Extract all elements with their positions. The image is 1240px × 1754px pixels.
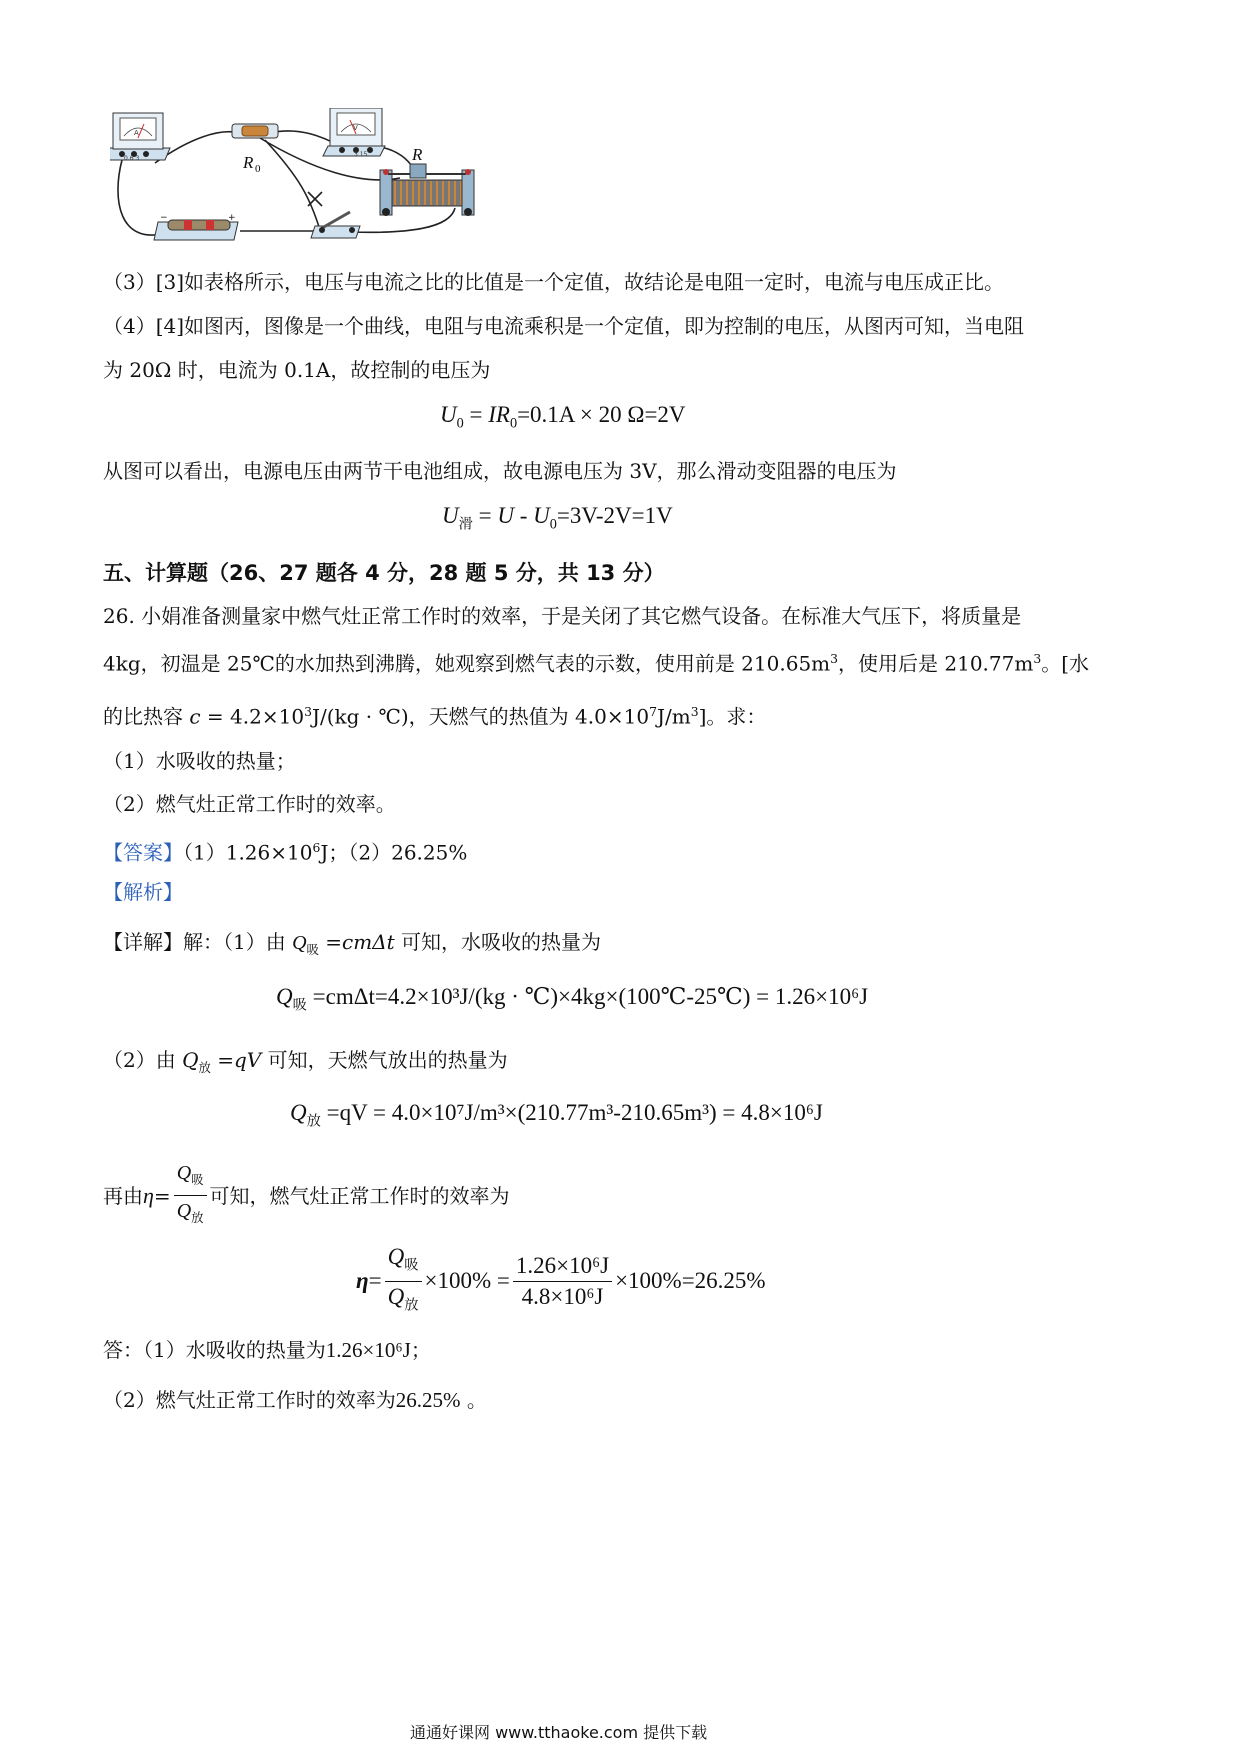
detail-line: 【详解】解：（1）由 $Q_吸 =cm\Delta t$ 可知，水吸收的热量为	[103, 930, 602, 957]
label-r0: R	[243, 153, 254, 172]
svg-text:+: +	[228, 213, 236, 223]
analysis-tag: 【解析】	[103, 880, 183, 904]
page-footer: 通通好课网 www.tthaoke.com 提供下载	[410, 1723, 708, 1742]
question-26-line-3: 的比热容 $c = 4.2\times 10^3J/(kg$ · ℃)，天燃气的热值为 $4.0\times 10^7J/m^3$]。求：	[103, 704, 767, 729]
battery	[154, 213, 238, 240]
final-answer-1: 答：（1）水吸收的热量为1.26×10⁶J；	[103, 1338, 431, 1362]
equation-rheostat-voltage: $U_滑 = U - U_0=3V-2V=1V$	[442, 503, 673, 533]
detail-tag: 【详解】	[103, 930, 183, 954]
ammeter	[110, 113, 170, 162]
svg-text:−: −	[160, 213, 168, 223]
heat-released-line: （2）由 $Q_放 =qV$ 可知，天燃气放出的热量为	[103, 1048, 508, 1075]
svg-text:A: A	[134, 129, 139, 137]
equation-efficiency: η = $\frac{Q_吸}{Q_放}$ ×100% = $\frac{\text{1.26×10⁶J}}{\text{4.8×10⁶J}}$ ×100%=26.25%	[356, 1244, 766, 1314]
answer-line: 【答案】$(1)1.26\times 10^6J$；（2）26.25%	[103, 840, 468, 865]
question-26-sub-1: （1）水吸收的热量；	[103, 749, 296, 773]
sliding-rheostat	[380, 145, 474, 216]
label-r0-sub: 0	[255, 163, 261, 175]
final-answer-2: （2）燃气灶正常工作时的效率为26.25% 。	[103, 1388, 487, 1412]
fixed-resistor	[232, 124, 278, 175]
answer-tag: 【答案】	[103, 840, 183, 865]
question-26-line-2: 4kg，初温是 25℃的水加热到沸腾，她观察到燃气表的示数，使用前是 $210.65m^3$，使用后是 $210.77m^3$。[水	[103, 651, 1090, 676]
section-heading: 五、计算题（26、27 题各 4 分，28 题 5 分，共 13 分）	[103, 561, 665, 585]
ammeter-scale: 0.6 3	[124, 155, 140, 162]
question-26-line-1: 26. 小娟准备测量家中燃气灶正常工作时的效率，于是关闭了其它燃气设备。在标准大气压下，将质量是	[103, 604, 1022, 628]
equation-heat-absorbed: $Q_吸 =cm\Delta t=4.2\times 10^3J/(kg$ · ℃)×4kg×(100℃-25℃) = 1.26×10⁶J	[276, 984, 869, 1014]
label-r: R	[412, 145, 423, 164]
svg-text:V: V	[353, 124, 358, 132]
voltmeter-scale: 3 15	[354, 151, 368, 158]
paragraph-4-line-1: （4）[4]如图丙，图像是一个曲线，电阻与电流乘积是一个定值，即为控制的电压，从图丙可知，当电阻	[103, 314, 1025, 338]
equation-heat-released: $Q_放 =qV = 4.0\times 10^7J/m^3\times(210.77m^3-210.65m^3) = 4.8\times 10^6J$	[290, 1100, 823, 1130]
efficiency-line: 再由 η = $\frac{Q_吸}{Q_放}$ 可知，燃气灶正常工作时的效率为	[103, 1162, 510, 1225]
voltmeter	[323, 108, 385, 158]
question-26-sub-2: （2）燃气灶正常工作时的效率。	[103, 792, 396, 816]
paragraph-3: （3）[3]如表格所示，电压与电流之比的比值是一个定值，故结论是电阻一定时，电流与电压成正比。	[103, 270, 1005, 294]
equation-control-voltage: $U_0 = IR_0=0.1A \times 20$ Ω=2V	[440, 402, 686, 432]
paragraph-source-voltage: 从图可以看出，电源电压由两节干电池组成，故电源电压为 3V，那么滑动变阻器的电压为	[103, 459, 897, 483]
paragraph-4-line-2: 为 20Ω 时，电流为 0.1A，故控制的电压为	[103, 358, 491, 382]
circuit-diagram	[110, 108, 530, 273]
